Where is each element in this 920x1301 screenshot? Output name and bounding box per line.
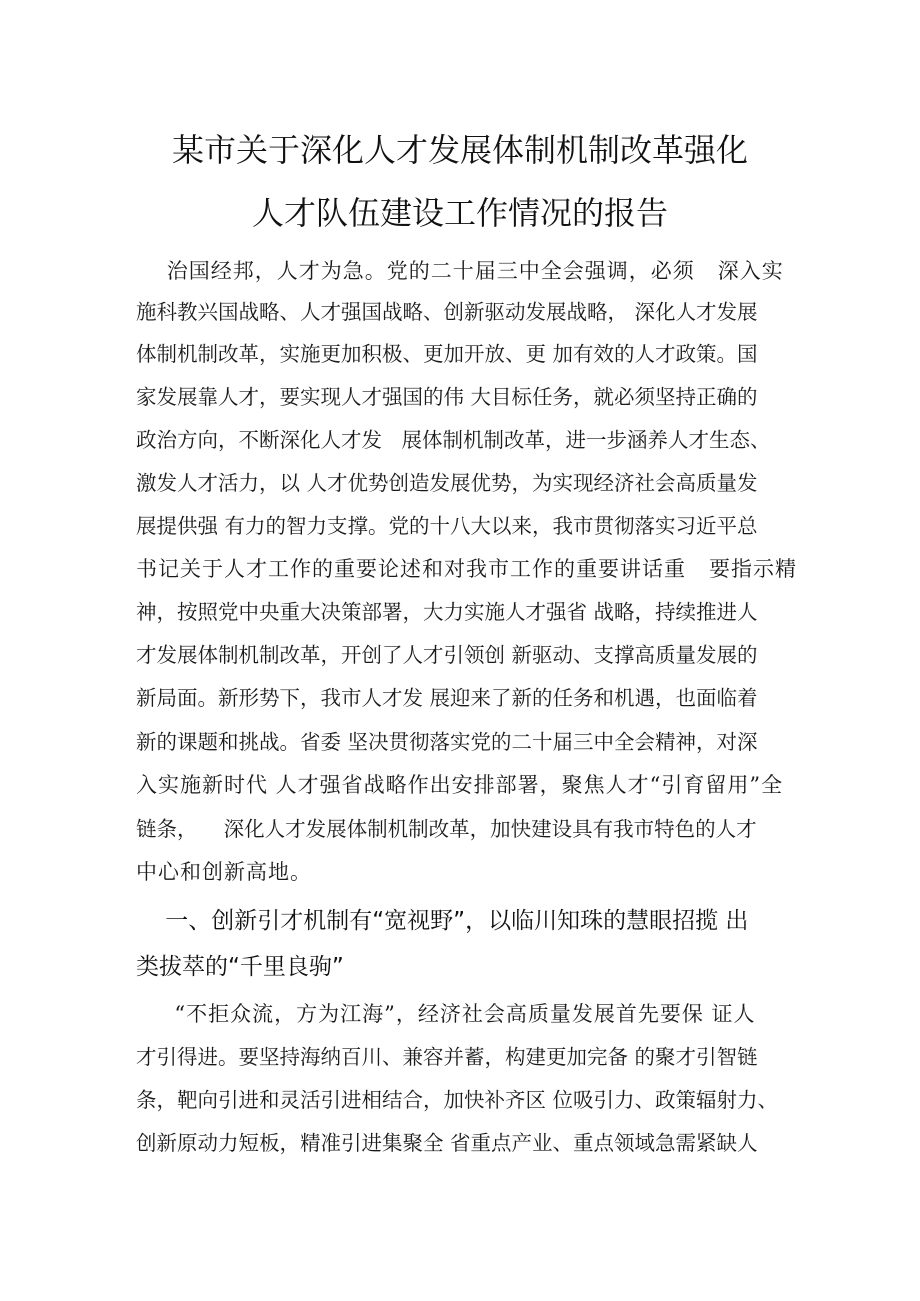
text-line: “不拒众流，方为江海”，经济社会高质量发展首先要保 证人 [136, 1002, 756, 1026]
heading-line: 类拔萃的“千里良驹” [136, 954, 344, 980]
text-line: 才引得进。要坚持海纳百川、兼容并蓄，构建更加完备 的聚才引智链 [136, 1045, 758, 1069]
heading-line: 一、创新引才机制有“宽视野”，以临川知珠的慧眼招揽 出 [136, 908, 749, 934]
text-line: 中心和创新高地。 [136, 860, 312, 884]
text-line: 新局面。新形势下，我市人才发 展迎来了新的任务和机遇，也面临着 [136, 686, 758, 710]
text-line: 激发人才活力，以 人才优势创造发展优势，为实现经济社会高质量发 [136, 471, 758, 495]
text-line: 治国经邦，人才为急。党的二十届三中全会强调，必须 深入实 [136, 259, 784, 283]
text-line: 创新原动力短板，精准引进集聚全 省重点产业、重点领域急需紧缺人 [136, 1131, 758, 1155]
text-line: 链条， 深化人才发展体制机制改革，加快建设具有我市特色的人才 [136, 817, 757, 841]
text-line: 政治方向，不断深化人才发 展体制机制改革，进一步涵养人才生态、 [136, 428, 771, 452]
text-line: 体制机制改革，实施更加积极、更加开放、更 加有效的人才政策。国 [136, 342, 758, 366]
document-title-line-2: 人才队伍建设工作情况的报告 [251, 194, 668, 232]
text-line: 新的课题和挑战。省委 坚决贯彻落实党的二十届三中全会精神，对深 [136, 730, 758, 754]
text-line: 施科教兴国战略、人才强国战略、创新驱动发展战略， 深化人才发展 [136, 300, 758, 324]
text-line: 神，按照党中央重大决策部署，大力实施人才强省 战略，持续推进人 [136, 600, 758, 624]
text-line: 条，靶向引进和灵活引进相结合，加快补齐区 位吸引力、政策辐射力、 [136, 1088, 779, 1112]
text-line: 入实施新时代 人才强省战略作出安排部署，聚焦人才“引育留用”全 [136, 773, 784, 797]
text-line: 家发展靠人才，要实现人才强国的伟 大目标任务，就必须坚持正确的 [136, 385, 758, 409]
document-title-line-1: 某市关于深化人才发展体制机制改革强化 [171, 131, 748, 169]
text-line: 才发展体制机制改革，开创了人才引领创 新驱动、支撑高质量发展的 [136, 643, 758, 667]
text-line: 书记关于人才工作的重要论述和对我市工作的重要讲话重 要指示精 [136, 557, 798, 581]
text-line: 展提供强 有力的智力支撑。党的十八大以来，我市贯彻落实习近平总 [136, 514, 758, 538]
